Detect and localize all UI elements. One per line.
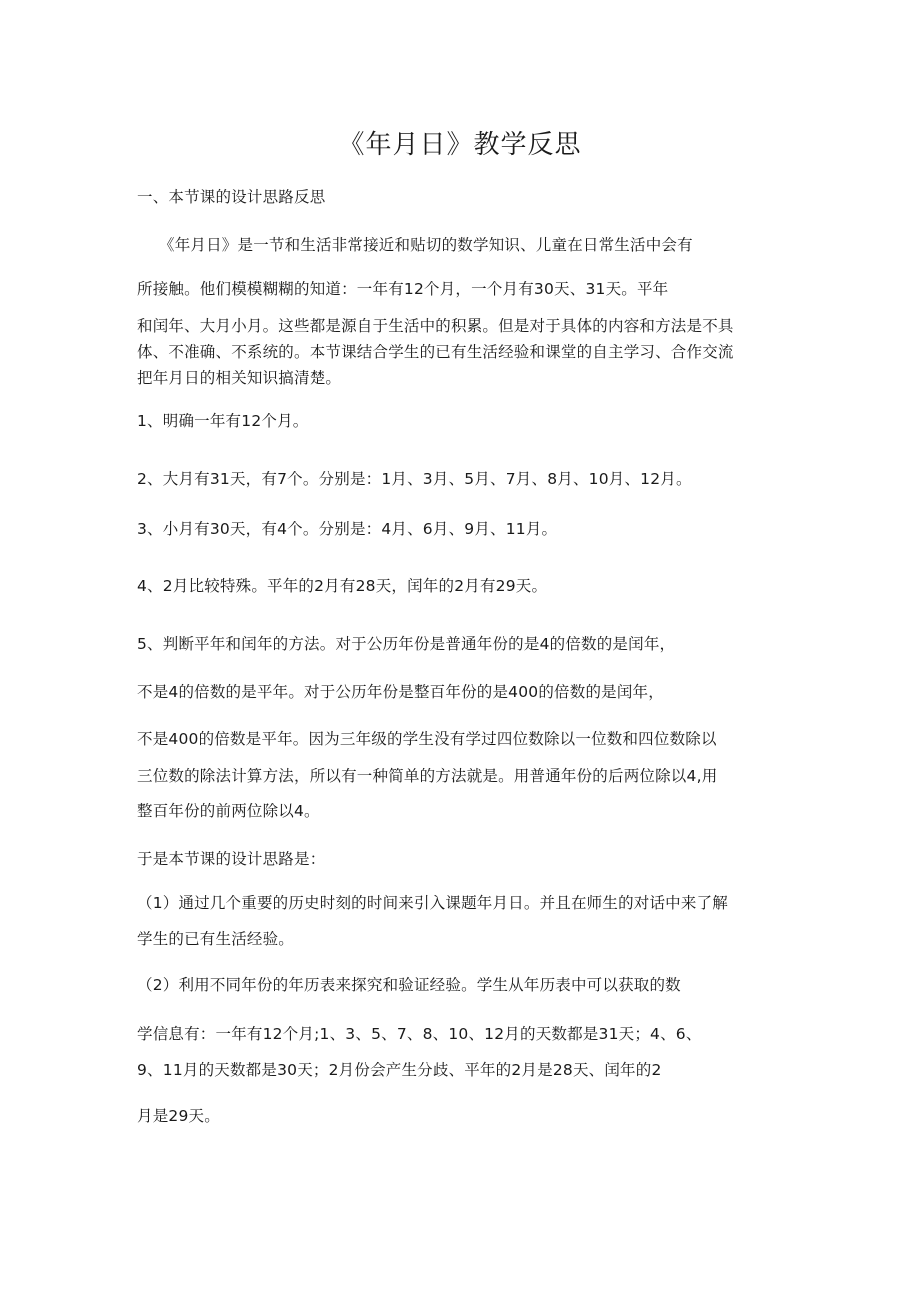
list-item: （1）通过几个重要的历史时刻的时间来引入课题年月日。并且在师生的对话中来了解 <box>137 894 728 912</box>
paragraph-line: 学生的已有生活经验。 <box>137 930 295 948</box>
paragraph-line: 于是本节课的设计思路是： <box>137 850 326 868</box>
section-heading: 一、本节课的设计思路反思 <box>137 188 326 206</box>
paragraph-line: 月是29天。 <box>137 1107 220 1125</box>
list-item: 2、大月有31天，有7个。分别是：1月、3月、5月、7月、8月、10月、12月。 <box>137 470 692 488</box>
paragraph-line: 把年月日的相关知识搞清楚。 <box>137 369 342 387</box>
paragraph-line: 所接触。他们模模糊糊的知道：一年有12个月，一个月有30天、31天。平年 <box>137 280 669 298</box>
paragraph-line: 整百年份的前两位除以4。 <box>137 802 320 820</box>
paragraph-line: 学信息有：一年有12个月;1、3、5、7、8、10、12月的天数都是31天；4、6、 <box>137 1025 702 1043</box>
paragraph-line: 体、不准确、不系统的。本节课结合学生的已有生活经验和课堂的自主学习、合作交流 <box>137 343 734 361</box>
paragraph-line: 三位数的除法计算方法，所以有一种简单的方法就是。用普通年份的后两位除以4,用 <box>137 767 718 785</box>
paragraph-line: 9、11月的天数都是30天；2月份会产生分歧、平年的2月是28天、闰年的2 <box>137 1061 662 1079</box>
list-item: 1、明确一年有12个月。 <box>137 412 309 430</box>
paragraph-line: 不是4的倍数的是平年。对于公历年份是整百年份的是400的倍数的是闰年， <box>137 683 664 701</box>
list-item: 5、判断平年和闰年的方法。对于公历年份是普通年份的是4的倍数的是闰年， <box>137 635 676 653</box>
paragraph-line: 不是400的倍数是平年。因为三年级的学生没有学过四位数除以一位数和四位数除以 <box>137 730 717 748</box>
paragraph-line: 《年月日》是一节和生活非常接近和贴切的数学知识、儿童在日常生活中会有 <box>159 236 693 254</box>
list-item: （2）利用不同年份的年历表来探究和验证经验。学生从年历表中可以获取的数 <box>137 976 681 994</box>
list-item: 4、2月比较特殊。平年的2月有28天，闰年的2月有29天。 <box>137 577 548 595</box>
list-item: 3、小月有30天，有4个。分别是：4月、6月、9月、11月。 <box>137 520 558 538</box>
page-title: 《年月日》教学反思 <box>338 130 582 160</box>
paragraph-line: 和闰年、大月小月。这些都是源自于生活中的积累。但是对于具体的内容和方法是不具 <box>137 317 734 335</box>
